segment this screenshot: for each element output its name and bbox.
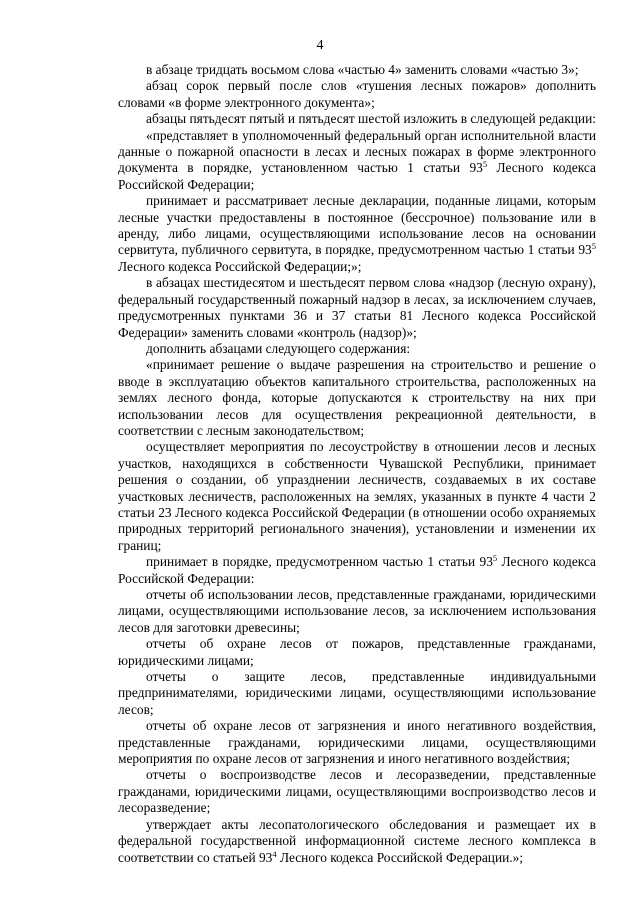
paragraph: [118, 669, 596, 718]
paragraph: [118, 62, 596, 78]
paragraph: [118, 341, 596, 357]
paragraph-text: Лесного кодекса Российской Федерации.»;: [276, 849, 524, 865]
paragraph-text: абзацы пятьдесят пятый и пятьдесят шестой изложить в следующей редакции:: [146, 111, 596, 127]
paragraph: [118, 817, 596, 866]
document-body: [118, 62, 596, 866]
paragraph-text: «принимает решение о выдаче разрешения на строительство и решение о вводе в эксплуатацию объектов капитального строительства, расположенных на землях лесного фонда, которые допускаются к строительству на них при использовании лесов для осуществления рекреационной деятельности, в соответствии с лесным законодательством;: [118, 357, 596, 438]
paragraph: [118, 193, 596, 275]
paragraph-text: «представляет в уполномоченный федеральный орган исполнительной власти данные о пожарной опасности в лесах и лесных пожарах в форме электронного документа в порядке, установленном частью 1 статьи 93: [118, 127, 596, 176]
paragraph: [118, 636, 596, 669]
paragraph-text: отчеты об использовании лесов, представленные гражданами, юридическими лицами, осуществляющими использование лесов, за исключением использования лесов для заготовки древесины;: [118, 587, 596, 635]
paragraph: [118, 439, 596, 554]
paragraph-text: в абзацах шестидесятом и шестьдесят первом слова «надзор (лесную охрану), федеральный государственный пожарный надзор в лесах, за исключением случаев, предусмотренных пунктами 36 и 37 статьи 81 Лесного кодекса Российской Федерации» заменить словами «контроль (надзор)»;: [118, 275, 596, 340]
paragraph-text: в абзаце тридцать восьмом слова «частью 4» заменить словами «частью 3»;: [146, 62, 579, 77]
paragraph: [118, 78, 596, 111]
superscript: 5: [482, 159, 488, 170]
paragraph: [118, 718, 596, 767]
page-number: 4: [316, 38, 324, 53]
paragraph-text: осуществляет мероприятия по лесоустройству в отношении лесов и лесных участков, находящихся в собственности Чувашской Республики, принимает решения о создании, об упразднении лесничеств, создаваемых в их составе участковых лесничеств, расположенных на землях, указанных в пункте 4 части 2 статьи 23 Лесного кодекса Российской Федерации (в отношении особо охраняемых природных территорий регионального значения), установлении и изменении их границ;: [118, 439, 596, 553]
paragraph-text: Лесного кодекса Российской Федерации;: [118, 160, 596, 192]
paragraph-text: отчеты о воспроизводстве лесов и лесоразведении, представленные гражданами, юридическими лицами, осуществляющими воспроизводство лесов и лесоразведение;: [118, 767, 596, 816]
paragraph-text: отчеты об охране лесов от пожаров, представленные гражданами, юридическими лицами;: [118, 636, 596, 668]
paragraph-text: Лесного кодекса Российской Федерации;»;: [118, 258, 362, 274]
paragraph: [118, 767, 596, 816]
paragraph-text: утверждает акты лесопатологического обследования и размещает их в федеральной государственной информационной системе лесного комплекса в соответствии со статьей 93: [118, 816, 596, 865]
paragraph: [118, 554, 596, 587]
superscript: 5: [591, 241, 596, 252]
paragraph: [118, 357, 596, 439]
paragraph: [118, 587, 596, 636]
paragraph-text: Лесного кодекса Российской Федерации:: [118, 554, 596, 586]
superscript: 4: [272, 848, 277, 859]
paragraph: [118, 111, 596, 127]
paragraph-text: дополнить абзацами следующего содержания:: [146, 340, 411, 356]
paragraph: [118, 128, 596, 194]
paragraph-text: принимает в порядке, предусмотренном частью 1 статьи 93: [146, 554, 493, 570]
paragraph-text: отчеты об охране лесов от загрязнения и иного негативного воздействия, представленные гражданами, юридическими лицами, осуществляющими мероприятия по охране лесов от загрязнения и иного негативного воздействия;: [118, 718, 596, 767]
paragraph-text: отчеты о защите лесов, представленные индивидуальными предпринимателями, юридическими лицами, осуществляющими использование лесов;: [118, 669, 596, 717]
paragraph: [118, 275, 596, 341]
superscript: 5: [492, 553, 498, 564]
paragraph-text: принимает и рассматривает лесные декларации, поданные лицами, которым лесные участки предоставлены в постоянное (бессрочное) пользование или в аренду, либо лицами, осуществляющими использование лесов на основании сервитута, публичного сервитута, в порядке, предусмотренном частью 1 статьи 93: [118, 193, 596, 258]
paragraph-text: абзац сорок первый после слов «тушения лесных пожаров» дополнить словами «в форме электронного документа»;: [118, 78, 596, 110]
